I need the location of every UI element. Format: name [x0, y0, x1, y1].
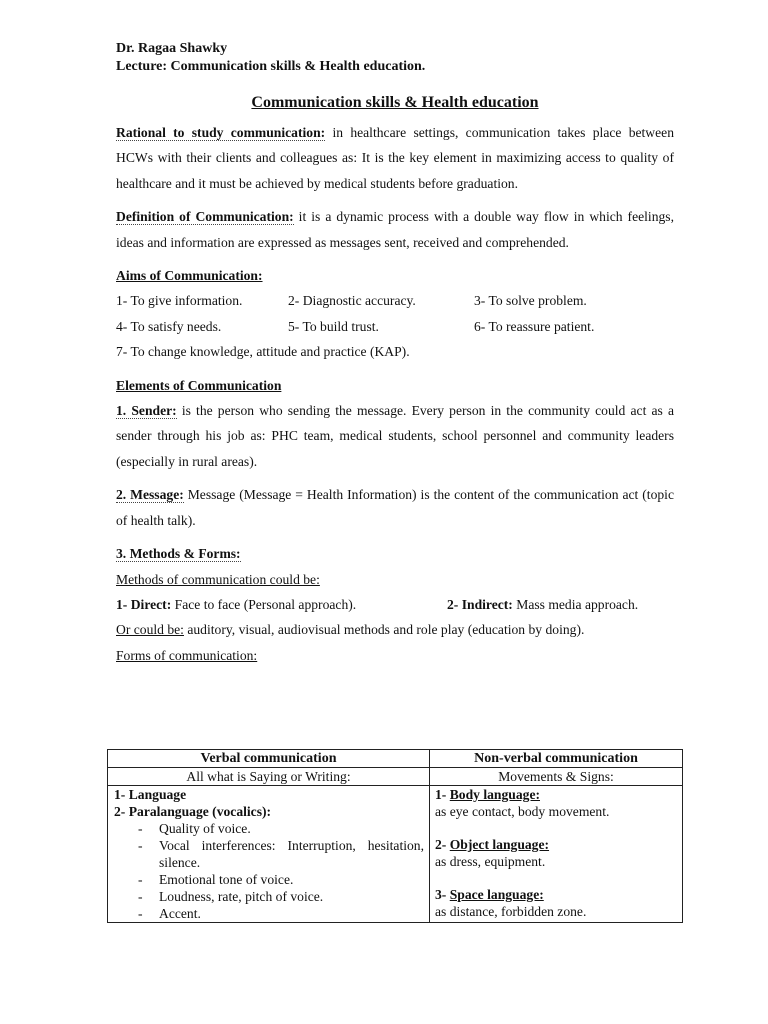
document-title: Communication skills & Health education — [251, 94, 539, 111]
indirect-text: Mass media approach. — [512, 596, 639, 612]
aim-4: 4- To satisfy needs. — [116, 318, 222, 334]
list-item: - Vocal interferences: Interruption, hesitation, silence. — [138, 837, 424, 871]
verbal-cell — [108, 786, 430, 923]
space-language-heading — [435, 886, 677, 903]
methods-intro: Methods of communication could be: — [116, 571, 320, 587]
aim-6: 6- To reassure patient. — [474, 318, 595, 334]
list-item: - Accent. — [138, 905, 424, 922]
space-label: Space language: — [449, 887, 544, 902]
message-heading: 2. Message: — [116, 487, 184, 503]
or-label: Or could be: — [116, 622, 184, 638]
methods-intro-line — [116, 567, 674, 592]
aims-heading-line — [116, 263, 674, 288]
verbal-language: 1- Language — [114, 787, 187, 802]
object-label: Object language: — [449, 837, 550, 852]
body-number: 1- — [435, 787, 450, 802]
body-label: Body language: — [449, 787, 540, 802]
rational-text: in healthcare settings, communication takes place between HCWs with their clients and colleagues as: It is the key element in maximizing access to quality of healthcare and it must be achieved by medical students before graduation. — [116, 125, 674, 191]
table-header-row — [108, 750, 683, 768]
rational-paragraph — [116, 120, 674, 196]
aim-7: 7- To change knowledge, attitude and practice (KAP). — [116, 344, 410, 360]
forms-label: Forms of communication: — [116, 647, 258, 663]
indirect-method — [447, 592, 638, 617]
space-number: 3- — [435, 887, 450, 902]
methods-heading: 3. Methods & Forms: — [116, 546, 241, 562]
sender-heading: 1. Sender: — [116, 403, 177, 419]
direct-text: Face to face (Personal approach). — [171, 596, 357, 612]
elements-heading: Elements of Communication — [116, 377, 282, 393]
object-number: 2- — [435, 837, 450, 852]
table-body-row — [108, 786, 683, 923]
author-name: Dr. Ragaa Shawky — [116, 41, 228, 56]
aim-2: 2- Diagnostic accuracy. — [288, 293, 416, 309]
lecture-title: Lecture: Communication skills & Health education. — [116, 59, 426, 74]
definition-heading: Definition of Communication: — [116, 209, 294, 225]
verbal-subheader: All what is Saying or Writing: — [108, 768, 430, 786]
or-could-be-line — [116, 617, 674, 642]
or-text: auditory, visual, audiovisual methods and role play (education by doing). — [183, 622, 585, 638]
object-language-heading — [435, 836, 677, 853]
nonverbal-header: Non-verbal communication — [430, 750, 683, 768]
methods-row — [116, 592, 674, 617]
definition-text: it is a dynamic process with a double way flow in which feelings, ideas and information are expressed as messages sent, received and comprehended. — [116, 209, 674, 250]
list-item: - Emotional tone of voice. — [138, 871, 424, 888]
space-language-text: as distance, forbidden zone. — [435, 904, 587, 919]
forms-table — [107, 749, 683, 923]
direct-label: 1- Direct: — [116, 596, 172, 612]
nonverbal-cell — [430, 786, 683, 923]
verbal-header: Verbal communication — [108, 750, 430, 768]
message-paragraph — [116, 482, 674, 533]
definition-paragraph — [116, 204, 674, 255]
aim-5: 5- To build trust. — [288, 318, 379, 334]
sender-paragraph — [116, 398, 674, 474]
table-subheader-row — [108, 768, 683, 786]
aims-row-2 — [116, 314, 674, 339]
forms-line — [116, 643, 674, 668]
list-item: - Loudness, rate, pitch of voice. — [138, 888, 424, 905]
rational-heading: Rational to study communication: — [116, 125, 326, 140]
document-page — [116, 40, 674, 668]
aims-row-1 — [116, 288, 674, 313]
body-language-text: as eye contact, body movement. — [435, 804, 610, 819]
direct-method — [116, 592, 447, 617]
sender-text: is the person who sending the message. Every person in the community could act as a sender through his job as: PHC team, medical students, school personnel and community leaders (especially in rural areas). — [116, 403, 675, 469]
methods-heading-line — [116, 541, 674, 566]
object-language-text: as dress, equipment. — [435, 854, 546, 869]
indirect-label: 2- Indirect: — [447, 596, 513, 612]
aims-heading: Aims of Communication: — [116, 268, 263, 284]
nonverbal-subheader: Movements & Signs: — [430, 768, 683, 786]
paralanguage-list — [114, 820, 424, 922]
list-item: - Quality of voice. — [138, 820, 424, 837]
aim-3: 3- To solve problem. — [474, 293, 587, 309]
message-text: Message (Message = Health Information) is the content of the communication act (topic of health talk). — [116, 487, 674, 528]
elements-heading-line — [116, 373, 674, 398]
aim-1: 1- To give information. — [116, 293, 243, 309]
body-language-heading — [435, 786, 677, 803]
verbal-paralanguage: 2- Paralanguage (vocalics): — [114, 804, 272, 819]
